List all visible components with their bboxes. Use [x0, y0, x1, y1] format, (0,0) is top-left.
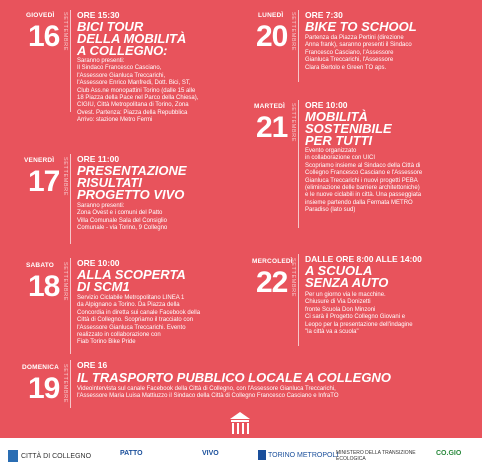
event-description: Saranno presenti: Zona Ovest e i comuni del Patto Villa Comunale Sala del Consiglio Comunale - via Torino, 9 Collegno: [77, 203, 168, 232]
day-number: 19: [28, 372, 60, 405]
event-description: Per un giorno via le macchine. Chiusure di Via Donizetti fronte Scuola Don Minzoni Ci sarà il Progetto Collegno Giovani e Leopo per la presentazione dell'indagine "la città va a scuola": [305, 292, 413, 336]
day-name: LUNEDÌ: [258, 12, 284, 19]
logo-torino-metropoli: TORINO METROPOLI: [258, 450, 338, 460]
logo-vivo: VIVO: [202, 450, 219, 457]
event-time: ORE 15:30: [77, 10, 120, 20]
event-time: ORE 10:00: [305, 100, 348, 110]
day-name: SABATO: [26, 262, 55, 269]
day-name: MARTEDÌ: [254, 103, 286, 110]
month-label: SETTEMBRE: [290, 12, 296, 52]
month-label: SETTEMBRE: [62, 364, 68, 404]
divider: [70, 258, 71, 354]
event-title: MOBILITÀ SOSTENIBILE PER TUTTI: [305, 109, 392, 148]
day-number: 22: [256, 266, 288, 299]
event-title: BIKE TO SCHOOL: [305, 19, 417, 34]
divider: [70, 154, 71, 244]
event-title: BICI TOUR DELLA MOBILITÀ A COLLEGNO:: [77, 19, 187, 58]
day-number: 18: [28, 270, 60, 303]
event-title: ALLA SCOPERTA DI SCM1: [77, 267, 186, 294]
logo-ministero: MINISTERO DELLA TRANSIZIONE ECOLOGICA: [336, 450, 416, 462]
crest-icon: [8, 450, 18, 462]
divider: [298, 10, 299, 82]
event-description: Evento organizzato in collaborazione con UICI Scopriamo insieme al Sindaco della Città di Collegno Francesco Casciano e l'Assessore Gianluca Treccarichi i nuovi progetti PEBA (eliminazione delle barriere architettoniche) e le nuove ciclabili in città. Una passeggiata insieme partendo dalla Fermata METRO Paradiso (lato sud): [305, 148, 423, 214]
logo-patto: PATTO: [120, 450, 143, 457]
event-time: DALLE ORE 8:00 ALLE 14:00: [305, 254, 422, 264]
divider: [298, 254, 299, 346]
event-description: Videointervista sul canale Facebook della Città di Collegno, con l'Assessore Gianluca Treccarichi, l'Assessore Maria Luisa Mattiuzzo il Sindaco della Città di Collegno Francesco Casciano e InfraTO: [77, 386, 339, 400]
event-description: Partenza da Piazza Pertini (direzione Anna frank), saranno presenti il Sindaco Francesco Casciano, l'Assessore Gianluca Treccarichi, l'Assessore Clara Bertolo e Green TO aps.: [305, 35, 412, 71]
month-label: SETTEMBRE: [290, 258, 296, 298]
day-name: DOMENICA: [22, 364, 59, 371]
event-title: A SCUOLA SENZA AUTO: [305, 263, 389, 290]
logo-cogio: CO.GIO: [436, 450, 462, 457]
torino-icon: [258, 450, 266, 460]
day-number: 21: [256, 111, 288, 144]
logo-footer: [0, 438, 482, 476]
month-label: SETTEMBRE: [62, 12, 68, 52]
event-description: Servizio Ciclabile Metropolitano LINEA 1 da Alpignano a Torino. Da Piazza della Concordia in diretta sui canale Facebook della Città di Collegno. Scopriamo il tracciato con l'Assessore Gianluca Treccarichi. Evento realizzato in collaborazione con Fiab Torino Bike Pride: [77, 295, 201, 346]
event-time: ORE 7:30: [305, 10, 343, 20]
day-name: VENERDÌ: [24, 157, 55, 164]
day-number: 17: [28, 165, 60, 198]
event-title: PRESENTAZIONE RISULTATI PROGETTO VIVO: [77, 163, 187, 202]
divider: [298, 100, 299, 228]
day-name: MERCOLEDÌ: [252, 258, 293, 265]
event-description: Saranno presenti: Il Sindaco Francesco Casciano, l'Assessore Gianluca Treccarichi, l'Assessore Enrico Manfredi, Dott. Bici, ST, Club Ass.ne monopattini Torino (dalle 15 alle 18 Piazza della Pace nel Parco della Chiesa), CIGIU, Città Metropolitana di Torino, Zona Ovest. Partenza: Piazza della Repubblica Arrivo: stazione Metro Fermi: [77, 58, 199, 124]
day-number: 16: [28, 20, 60, 53]
day-name: GIOVEDÌ: [26, 12, 55, 19]
event-title: IL TRASPORTO PUBBLICO LOCALE A COLLEGNO: [77, 370, 391, 385]
event-time: ORE 10:00: [77, 258, 120, 268]
logo-citta-di-collegno: CITTÀ DI COLLEGNO: [8, 450, 91, 462]
month-label: SETTEMBRE: [62, 157, 68, 197]
month-label: SETTEMBRE: [290, 103, 296, 143]
event-time: ORE 16: [77, 360, 108, 370]
building-icon: [228, 410, 252, 436]
divider: [70, 360, 71, 408]
event-time: ORE 11:00: [77, 154, 120, 164]
day-number: 20: [256, 20, 288, 53]
divider: [70, 10, 71, 112]
month-label: SETTEMBRE: [62, 262, 68, 302]
